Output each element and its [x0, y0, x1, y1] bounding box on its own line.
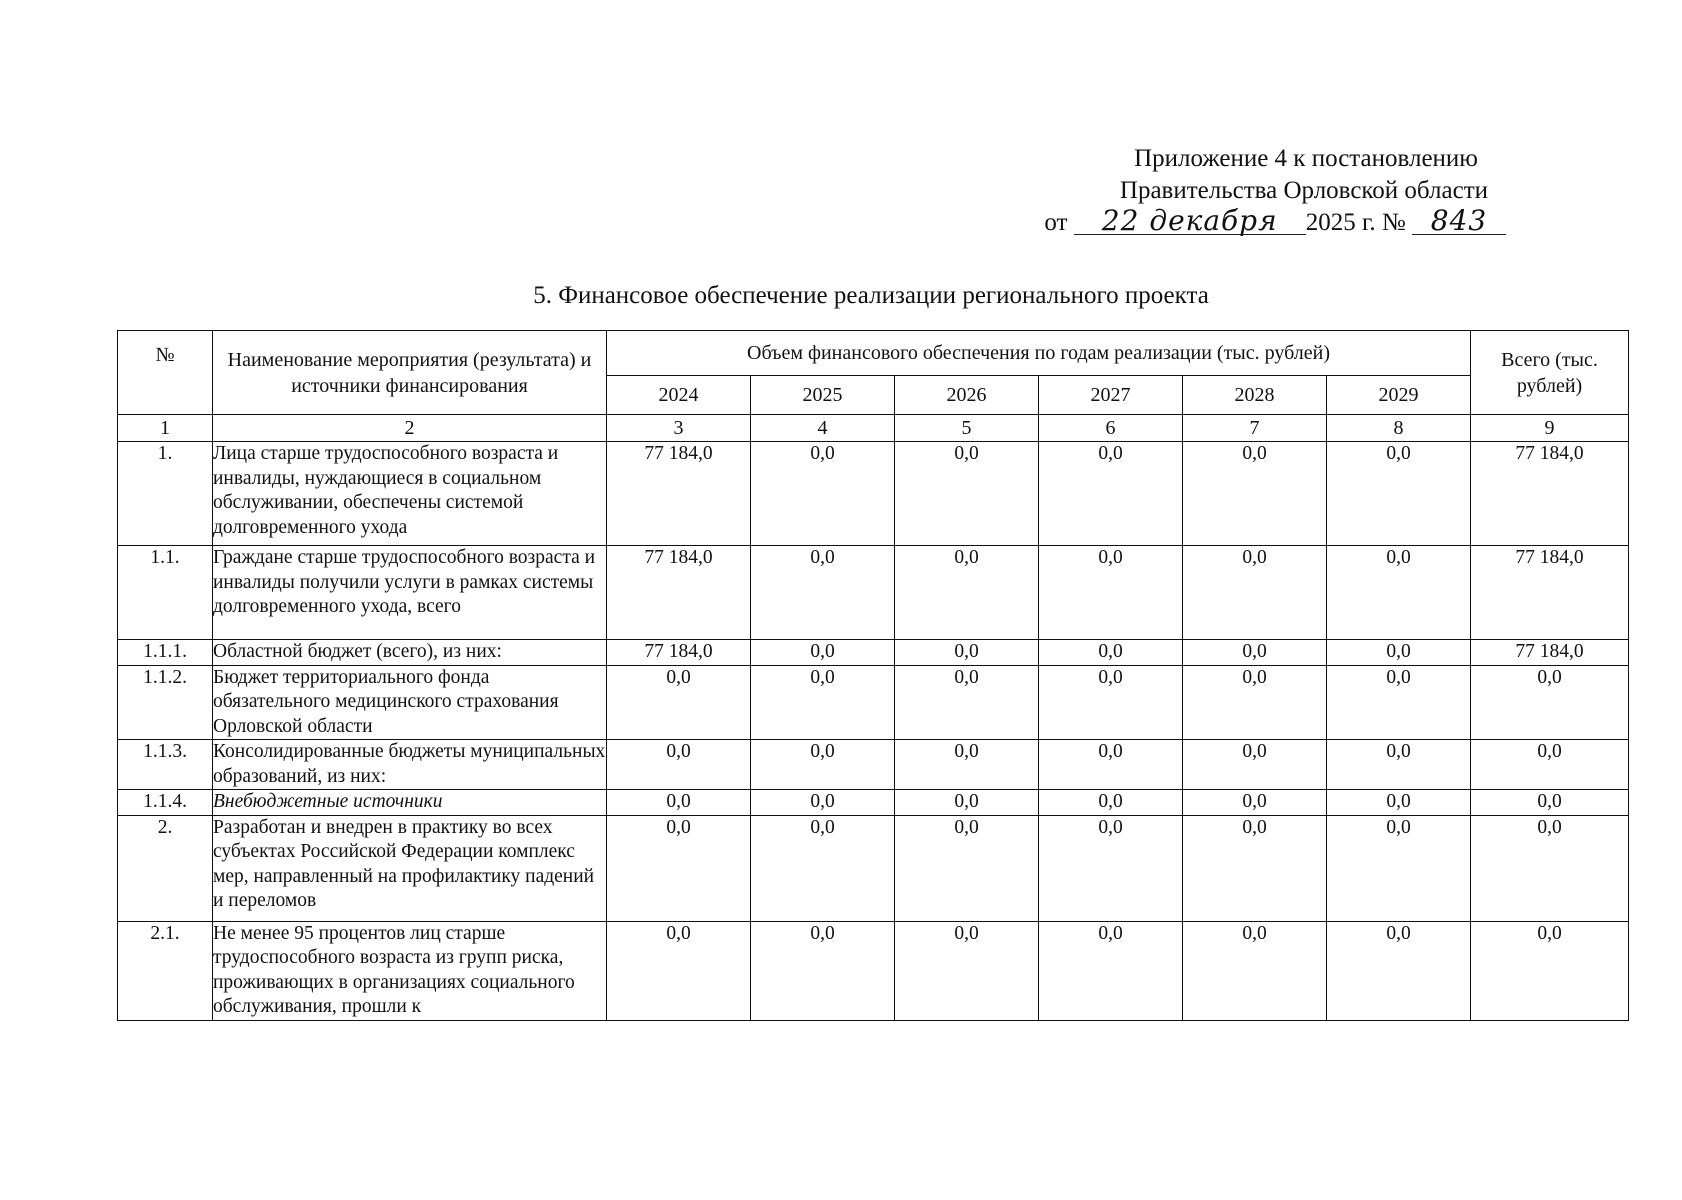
row-value-2026: 0,0: [895, 790, 1039, 816]
row-number: 1.1.: [118, 546, 213, 640]
row-value-2027: 0,0: [1039, 921, 1183, 1020]
row-value-2025: 0,0: [751, 790, 895, 816]
header-name: Наименование мероприятия (результата) и источники финансирования: [213, 331, 607, 415]
financing-table: [117, 330, 1629, 1021]
row-value-2029: 0,0: [1327, 442, 1471, 546]
row-value-2028: 0,0: [1183, 546, 1327, 640]
row-number: 1.1.3.: [118, 740, 213, 790]
row-value-2024: 0,0: [607, 815, 751, 921]
column-index-cell: 6: [1039, 415, 1183, 442]
row-value-2029: 0,0: [1327, 665, 1471, 740]
table-row: [118, 640, 1629, 666]
row-value-2026: 0,0: [895, 546, 1039, 640]
appendix-line-1: Приложение 4 к постановлению: [1134, 145, 1478, 172]
row-value-2027: 0,0: [1039, 640, 1183, 666]
row-number: 1.1.2.: [118, 665, 213, 740]
table-row: [118, 442, 1629, 546]
header-year: 2024: [607, 376, 751, 415]
row-number: 2.: [118, 815, 213, 921]
row-name: Не менее 95 процентов лиц старше трудоспособного возраста из групп риска, проживающих в организациях социального обслуживания, прошли к: [213, 921, 607, 1020]
row-value-2028: 0,0: [1183, 442, 1327, 546]
row-total: 0,0: [1471, 790, 1629, 816]
row-value-2025: 0,0: [751, 546, 895, 640]
header-year: 2027: [1039, 376, 1183, 415]
row-value-2026: 0,0: [895, 740, 1039, 790]
row-value-2025: 0,0: [751, 665, 895, 740]
table-row: [118, 740, 1629, 790]
row-value-2025: 0,0: [751, 921, 895, 1020]
row-total: 0,0: [1471, 740, 1629, 790]
row-value-2028: 0,0: [1183, 640, 1327, 666]
column-index-cell: 7: [1183, 415, 1327, 442]
row-name: Бюджет территориального фонда обязательного медицинского страхования Орловской области: [213, 665, 607, 740]
header-total: Всего (тыс. рублей): [1471, 331, 1629, 415]
row-value-2028: 0,0: [1183, 921, 1327, 1020]
column-index-cell: 9: [1471, 415, 1629, 442]
row-value-2029: 0,0: [1327, 740, 1471, 790]
row-name: Граждане старше трудоспособного возраста и инвалиды получили услуги в рамках системы долговременного ухода, всего: [213, 546, 607, 640]
table-row: [118, 790, 1629, 816]
row-value-2025: 0,0: [751, 442, 895, 546]
date-prefix: от: [1044, 209, 1068, 236]
handwritten-date: 22 декабря: [1074, 208, 1306, 235]
row-value-2024: 77 184,0: [607, 546, 751, 640]
row-value-2029: 0,0: [1327, 640, 1471, 666]
row-value-2029: 0,0: [1327, 546, 1471, 640]
row-value-2029: 0,0: [1327, 921, 1471, 1020]
row-value-2024: 0,0: [607, 665, 751, 740]
column-index-cell: 5: [895, 415, 1039, 442]
row-value-2024: 0,0: [607, 790, 751, 816]
section-title: 5. Финансовое обеспечение реализации регионального проекта: [533, 282, 1209, 309]
row-name: Внебюджетные источники: [213, 790, 607, 816]
row-name: Лица старше трудоспособного возраста и инвалиды, нуждающиеся в социальном обслуживании, обеспечены системой долговременного ухода: [213, 442, 607, 546]
column-index-cell: 8: [1327, 415, 1471, 442]
row-value-2027: 0,0: [1039, 815, 1183, 921]
appendix-block: [986, 143, 1506, 239]
row-name: Областной бюджет (всего), из них:: [213, 640, 607, 666]
column-index-cell: 3: [607, 415, 751, 442]
column-index-row: [118, 415, 1629, 442]
row-value-2027: 0,0: [1039, 442, 1183, 546]
row-name: Разработан и внедрен в практику во всех субъектах Российской Федерации комплекс мер, направленный на профилактику падений и переломов: [213, 815, 607, 921]
row-total: 77 184,0: [1471, 640, 1629, 666]
row-value-2024: 77 184,0: [607, 442, 751, 546]
row-value-2026: 0,0: [895, 640, 1039, 666]
row-value-2027: 0,0: [1039, 665, 1183, 740]
table-row: [118, 546, 1629, 640]
header-year: 2026: [895, 376, 1039, 415]
header-year: 2029: [1327, 376, 1471, 415]
header-year: 2028: [1183, 376, 1327, 415]
row-total: 77 184,0: [1471, 546, 1629, 640]
row-value-2025: 0,0: [751, 740, 895, 790]
row-value-2028: 0,0: [1183, 665, 1327, 740]
row-value-2028: 0,0: [1183, 740, 1327, 790]
row-value-2029: 0,0: [1327, 815, 1471, 921]
row-value-2024: 0,0: [607, 740, 751, 790]
row-total: 77 184,0: [1471, 442, 1629, 546]
row-total: 0,0: [1471, 665, 1629, 740]
row-number: 1.1.4.: [118, 790, 213, 816]
row-value-2028: 0,0: [1183, 790, 1327, 816]
row-value-2028: 0,0: [1183, 815, 1327, 921]
table-row: [118, 815, 1629, 921]
appendix-line-2: Правительства Орловской области: [1119, 177, 1488, 204]
row-value-2024: 77 184,0: [607, 640, 751, 666]
row-name: Консолидированные бюджеты муниципальных образований, из них:: [213, 740, 607, 790]
row-value-2027: 0,0: [1039, 546, 1183, 640]
row-value-2029: 0,0: [1327, 790, 1471, 816]
row-value-2026: 0,0: [895, 921, 1039, 1020]
row-number: 2.1.: [118, 921, 213, 1020]
appendix-date-line: [986, 204, 1506, 239]
column-index-cell: 2: [213, 415, 607, 442]
row-number: 1.: [118, 442, 213, 546]
row-number: 1.1.1.: [118, 640, 213, 666]
header-year: 2025: [751, 376, 895, 415]
row-value-2026: 0,0: [895, 665, 1039, 740]
row-value-2026: 0,0: [895, 815, 1039, 921]
header-number: №: [118, 331, 213, 415]
header-financing-volume: Объем финансового обеспечения по годам реализации (тыс. рублей): [607, 331, 1471, 376]
column-index-cell: 4: [751, 415, 895, 442]
row-value-2026: 0,0: [895, 442, 1039, 546]
row-value-2027: 0,0: [1039, 740, 1183, 790]
table-row: [118, 665, 1629, 740]
row-value-2025: 0,0: [751, 640, 895, 666]
column-index-cell: 1: [118, 415, 213, 442]
row-total: 0,0: [1471, 815, 1629, 921]
row-value-2025: 0,0: [751, 815, 895, 921]
table-row: [118, 921, 1629, 1020]
row-value-2024: 0,0: [607, 921, 751, 1020]
handwritten-number: 843: [1412, 208, 1506, 235]
row-value-2027: 0,0: [1039, 790, 1183, 816]
row-total: 0,0: [1471, 921, 1629, 1020]
date-year: 2025 г. №: [1305, 209, 1406, 236]
